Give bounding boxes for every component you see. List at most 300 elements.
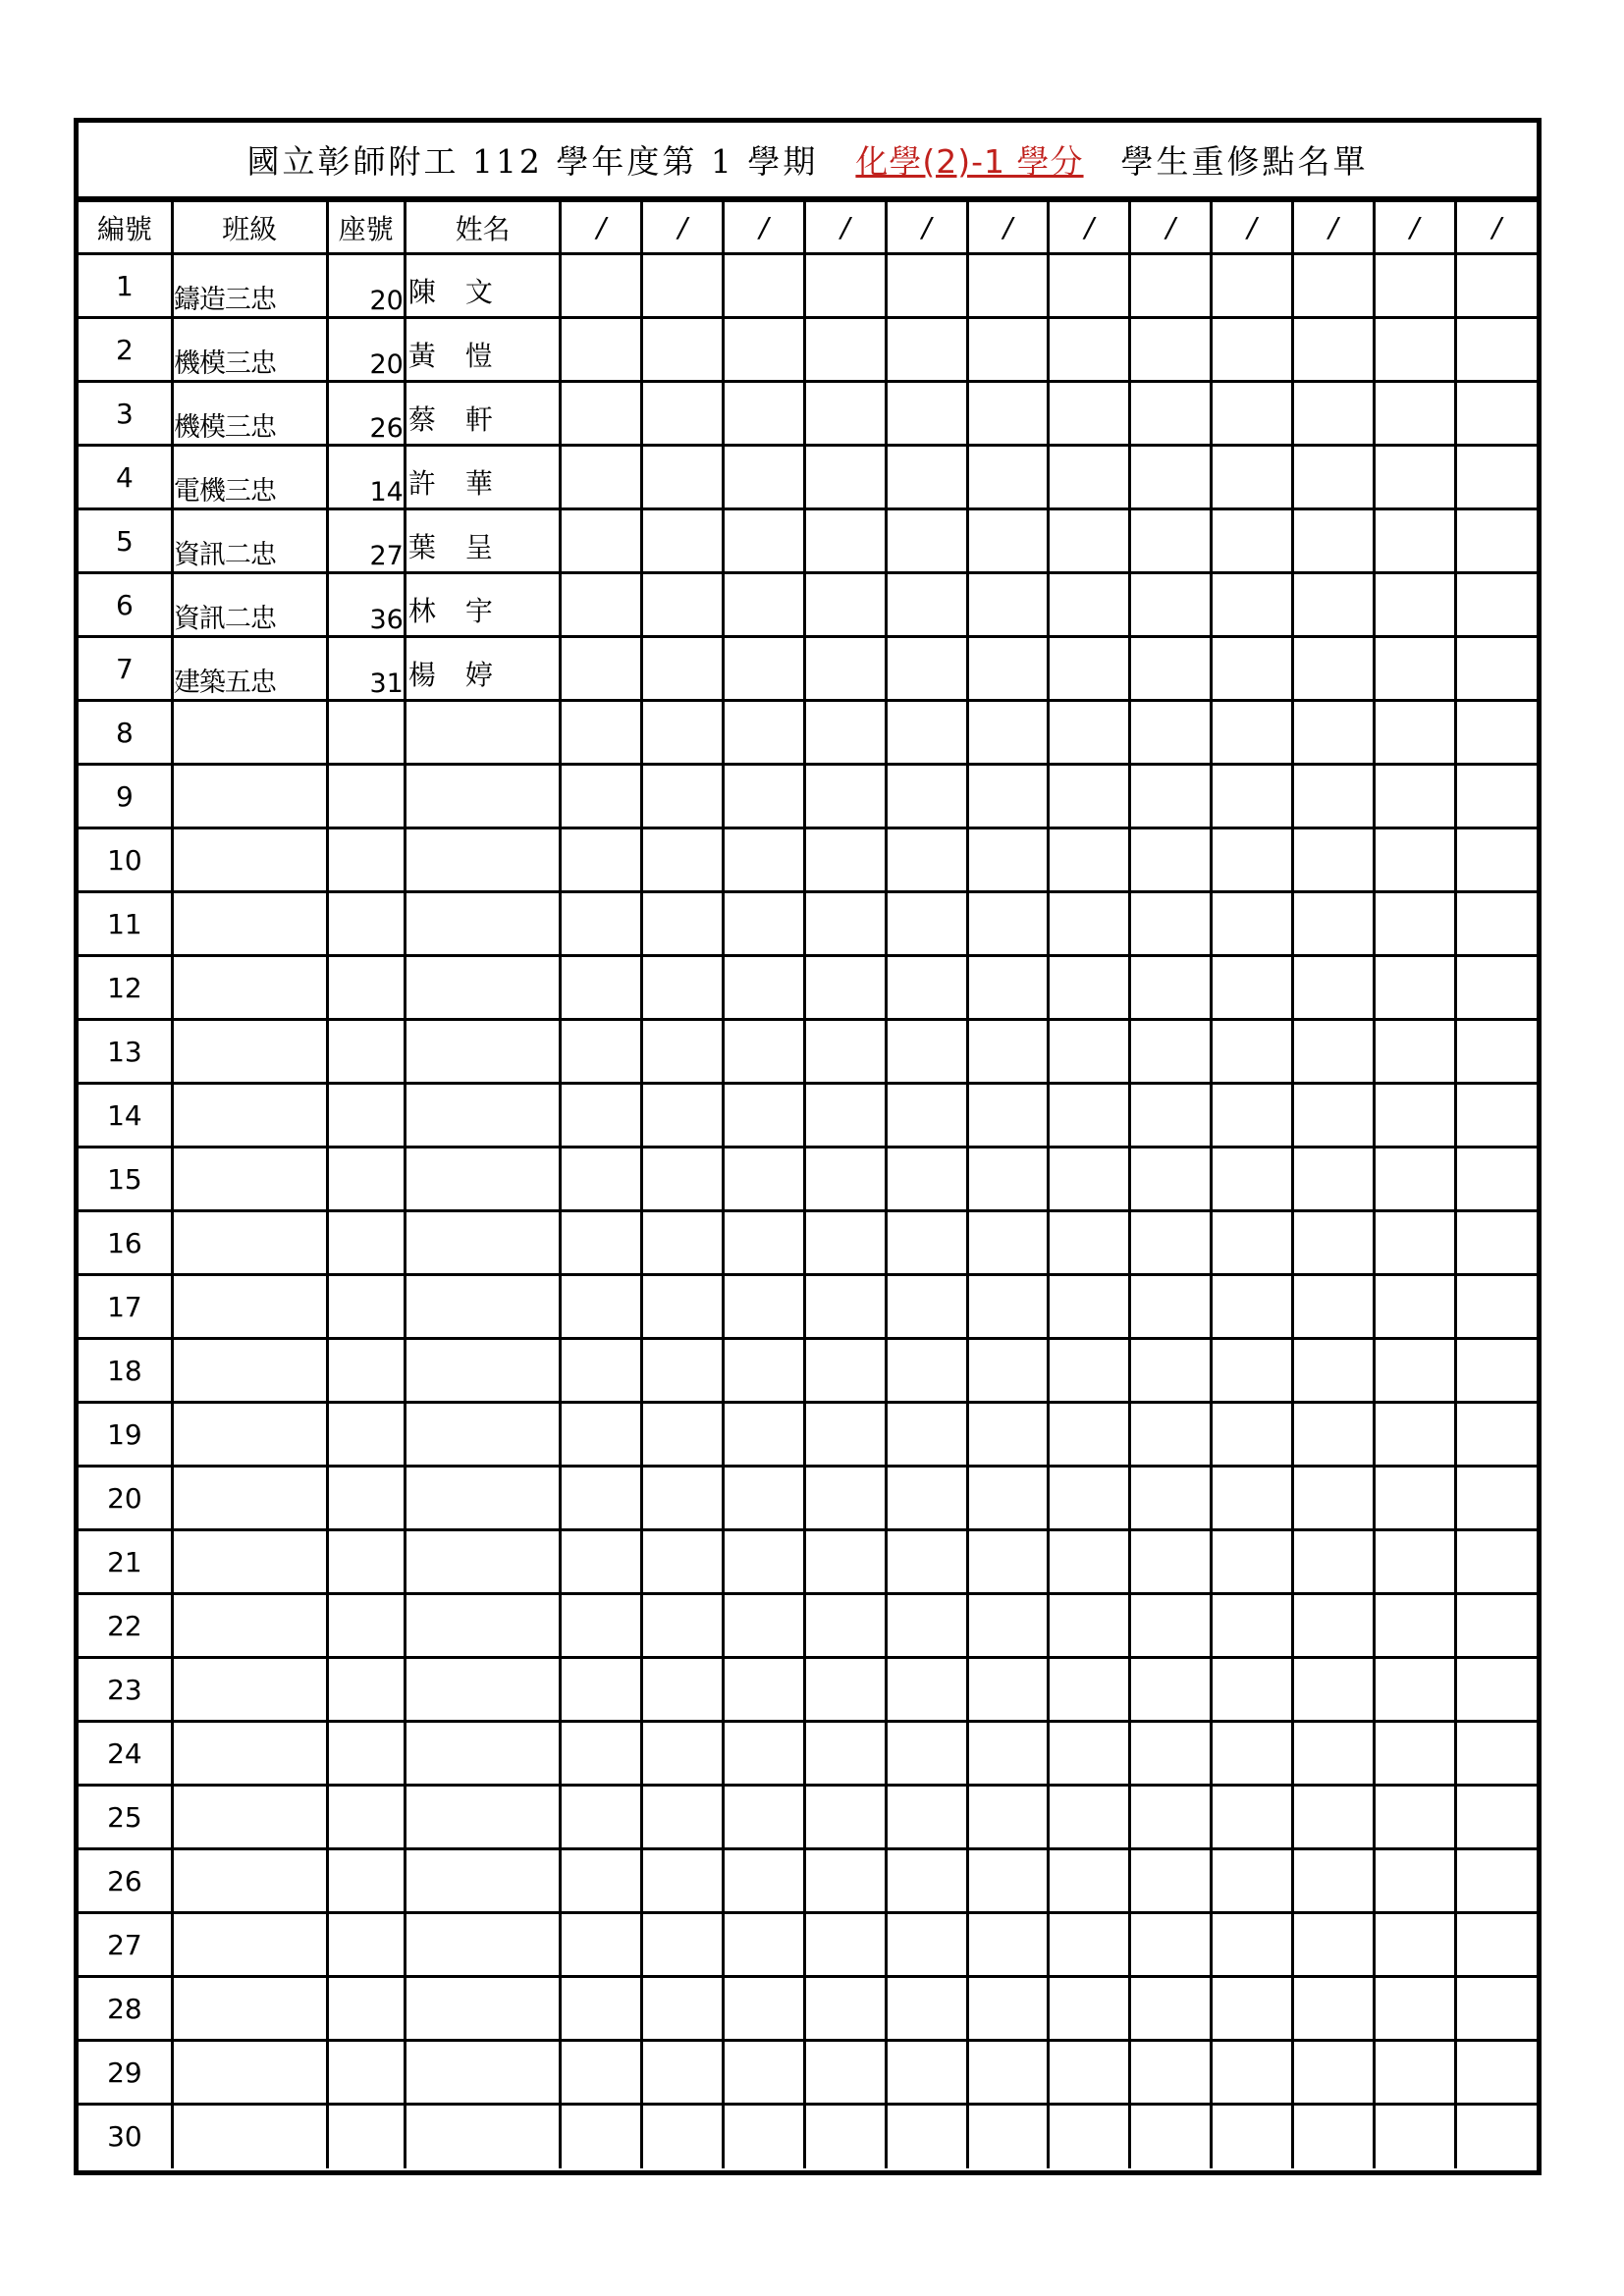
attendance-cell[interactable] bbox=[1049, 1339, 1130, 1403]
attendance-cell[interactable] bbox=[1130, 1020, 1212, 1084]
attendance-cell[interactable] bbox=[886, 892, 967, 956]
date-column-header[interactable]: / bbox=[1212, 201, 1293, 254]
attendance-cell[interactable] bbox=[804, 446, 886, 509]
attendance-cell[interactable] bbox=[1049, 765, 1130, 828]
attendance-cell[interactable] bbox=[886, 1020, 967, 1084]
attendance-cell[interactable] bbox=[1455, 1467, 1537, 1530]
attendance-cell[interactable] bbox=[886, 254, 967, 318]
attendance-cell[interactable] bbox=[724, 1913, 805, 1977]
attendance-cell[interactable] bbox=[1130, 254, 1212, 318]
attendance-cell[interactable] bbox=[886, 318, 967, 382]
attendance-cell[interactable] bbox=[642, 446, 724, 509]
attendance-cell[interactable] bbox=[724, 1977, 805, 2041]
attendance-cell[interactable] bbox=[804, 1020, 886, 1084]
attendance-cell[interactable] bbox=[561, 1913, 642, 1977]
attendance-cell[interactable] bbox=[1374, 1020, 1455, 1084]
attendance-cell[interactable] bbox=[967, 1594, 1049, 1658]
attendance-cell[interactable] bbox=[886, 509, 967, 573]
attendance-cell[interactable] bbox=[804, 637, 886, 701]
attendance-cell[interactable] bbox=[967, 1913, 1049, 1977]
attendance-cell[interactable] bbox=[724, 1467, 805, 1530]
attendance-cell[interactable] bbox=[1212, 382, 1293, 446]
attendance-cell[interactable] bbox=[1374, 1658, 1455, 1722]
attendance-cell[interactable] bbox=[1292, 1211, 1374, 1275]
attendance-cell[interactable] bbox=[1049, 956, 1130, 1020]
attendance-cell[interactable] bbox=[804, 573, 886, 637]
attendance-cell[interactable] bbox=[561, 1339, 642, 1403]
attendance-cell[interactable] bbox=[1374, 1339, 1455, 1403]
attendance-cell[interactable] bbox=[886, 1084, 967, 1148]
attendance-cell[interactable] bbox=[1212, 1211, 1293, 1275]
attendance-cell[interactable] bbox=[1374, 2105, 1455, 2168]
attendance-cell[interactable] bbox=[642, 1913, 724, 1977]
attendance-cell[interactable] bbox=[886, 1658, 967, 1722]
attendance-cell[interactable] bbox=[1455, 254, 1537, 318]
attendance-cell[interactable] bbox=[1049, 1977, 1130, 2041]
attendance-cell[interactable] bbox=[886, 765, 967, 828]
attendance-cell[interactable] bbox=[561, 828, 642, 892]
attendance-cell[interactable] bbox=[642, 382, 724, 446]
attendance-cell[interactable] bbox=[1455, 382, 1537, 446]
attendance-cell[interactable] bbox=[1049, 1913, 1130, 1977]
attendance-cell[interactable] bbox=[1049, 1211, 1130, 1275]
attendance-cell[interactable] bbox=[561, 701, 642, 765]
attendance-cell[interactable] bbox=[642, 1403, 724, 1467]
attendance-cell[interactable] bbox=[561, 1467, 642, 1530]
date-column-header[interactable]: / bbox=[1130, 201, 1212, 254]
attendance-cell[interactable] bbox=[724, 1849, 805, 1913]
attendance-cell[interactable] bbox=[1374, 1722, 1455, 1786]
attendance-cell[interactable] bbox=[642, 573, 724, 637]
attendance-cell[interactable] bbox=[1049, 1530, 1130, 1594]
attendance-cell[interactable] bbox=[642, 1275, 724, 1339]
attendance-cell[interactable] bbox=[1212, 701, 1293, 765]
attendance-cell[interactable] bbox=[642, 701, 724, 765]
attendance-cell[interactable] bbox=[1130, 509, 1212, 573]
attendance-cell[interactable] bbox=[804, 1722, 886, 1786]
attendance-cell[interactable] bbox=[1292, 1403, 1374, 1467]
attendance-cell[interactable] bbox=[1455, 509, 1537, 573]
attendance-cell[interactable] bbox=[724, 892, 805, 956]
date-column-header[interactable]: / bbox=[1292, 201, 1374, 254]
attendance-cell[interactable] bbox=[1130, 892, 1212, 956]
attendance-cell[interactable] bbox=[1374, 254, 1455, 318]
date-column-header[interactable]: / bbox=[724, 201, 805, 254]
attendance-cell[interactable] bbox=[967, 1339, 1049, 1403]
attendance-cell[interactable] bbox=[1455, 446, 1537, 509]
attendance-cell[interactable] bbox=[1292, 1467, 1374, 1530]
attendance-cell[interactable] bbox=[1455, 1403, 1537, 1467]
attendance-cell[interactable] bbox=[886, 1148, 967, 1211]
attendance-cell[interactable] bbox=[1455, 2041, 1537, 2105]
attendance-cell[interactable] bbox=[1374, 2041, 1455, 2105]
attendance-cell[interactable] bbox=[1049, 1467, 1130, 1530]
attendance-cell[interactable] bbox=[1374, 1849, 1455, 1913]
date-column-header[interactable]: / bbox=[642, 201, 724, 254]
attendance-cell[interactable] bbox=[804, 1530, 886, 1594]
attendance-cell[interactable] bbox=[1212, 1020, 1293, 1084]
attendance-cell[interactable] bbox=[642, 509, 724, 573]
attendance-cell[interactable] bbox=[1292, 701, 1374, 765]
attendance-cell[interactable] bbox=[1130, 382, 1212, 446]
attendance-cell[interactable] bbox=[1130, 1530, 1212, 1594]
attendance-cell[interactable] bbox=[642, 1530, 724, 1594]
attendance-cell[interactable] bbox=[1130, 318, 1212, 382]
attendance-cell[interactable] bbox=[1049, 1020, 1130, 1084]
date-column-header[interactable]: / bbox=[1455, 201, 1537, 254]
attendance-cell[interactable] bbox=[1374, 1467, 1455, 1530]
attendance-cell[interactable] bbox=[804, 2041, 886, 2105]
date-column-header[interactable]: / bbox=[804, 201, 886, 254]
attendance-cell[interactable] bbox=[724, 828, 805, 892]
attendance-cell[interactable] bbox=[724, 1786, 805, 1849]
attendance-cell[interactable] bbox=[1292, 637, 1374, 701]
attendance-cell[interactable] bbox=[1374, 1913, 1455, 1977]
attendance-cell[interactable] bbox=[561, 1020, 642, 1084]
attendance-cell[interactable] bbox=[561, 1722, 642, 1786]
attendance-cell[interactable] bbox=[886, 1275, 967, 1339]
attendance-cell[interactable] bbox=[1374, 446, 1455, 509]
attendance-cell[interactable] bbox=[724, 1339, 805, 1403]
attendance-cell[interactable] bbox=[886, 382, 967, 446]
attendance-cell[interactable] bbox=[886, 1211, 967, 1275]
attendance-cell[interactable] bbox=[724, 2105, 805, 2168]
attendance-cell[interactable] bbox=[1455, 637, 1537, 701]
attendance-cell[interactable] bbox=[967, 446, 1049, 509]
attendance-cell[interactable] bbox=[1130, 446, 1212, 509]
attendance-cell[interactable] bbox=[561, 446, 642, 509]
attendance-cell[interactable] bbox=[886, 1530, 967, 1594]
attendance-cell[interactable] bbox=[1455, 701, 1537, 765]
attendance-cell[interactable] bbox=[1130, 956, 1212, 1020]
attendance-cell[interactable] bbox=[804, 701, 886, 765]
attendance-cell[interactable] bbox=[967, 1148, 1049, 1211]
attendance-cell[interactable] bbox=[642, 637, 724, 701]
attendance-cell[interactable] bbox=[724, 637, 805, 701]
attendance-cell[interactable] bbox=[561, 1211, 642, 1275]
attendance-cell[interactable] bbox=[1049, 1275, 1130, 1339]
attendance-cell[interactable] bbox=[886, 1594, 967, 1658]
attendance-cell[interactable] bbox=[642, 1594, 724, 1658]
attendance-cell[interactable] bbox=[642, 1849, 724, 1913]
attendance-cell[interactable] bbox=[804, 1913, 886, 1977]
attendance-cell[interactable] bbox=[724, 1530, 805, 1594]
attendance-cell[interactable] bbox=[724, 1211, 805, 1275]
attendance-cell[interactable] bbox=[1455, 318, 1537, 382]
attendance-cell[interactable] bbox=[1292, 1084, 1374, 1148]
attendance-cell[interactable] bbox=[724, 1148, 805, 1211]
attendance-cell[interactable] bbox=[1049, 1084, 1130, 1148]
attendance-cell[interactable] bbox=[1455, 1020, 1537, 1084]
attendance-cell[interactable] bbox=[1130, 1148, 1212, 1211]
attendance-cell[interactable] bbox=[642, 892, 724, 956]
attendance-cell[interactable] bbox=[1049, 1722, 1130, 1786]
attendance-cell[interactable] bbox=[1292, 1722, 1374, 1786]
attendance-cell[interactable] bbox=[642, 1977, 724, 2041]
attendance-cell[interactable] bbox=[561, 1786, 642, 1849]
attendance-cell[interactable] bbox=[1049, 254, 1130, 318]
attendance-cell[interactable] bbox=[1049, 509, 1130, 573]
attendance-cell[interactable] bbox=[1292, 1020, 1374, 1084]
attendance-cell[interactable] bbox=[724, 2041, 805, 2105]
attendance-cell[interactable] bbox=[967, 2105, 1049, 2168]
attendance-cell[interactable] bbox=[1292, 1849, 1374, 1913]
attendance-cell[interactable] bbox=[642, 1084, 724, 1148]
attendance-cell[interactable] bbox=[561, 1849, 642, 1913]
attendance-cell[interactable] bbox=[804, 1849, 886, 1913]
attendance-cell[interactable] bbox=[561, 956, 642, 1020]
date-column-header[interactable]: / bbox=[1049, 201, 1130, 254]
attendance-cell[interactable] bbox=[804, 1084, 886, 1148]
attendance-cell[interactable] bbox=[886, 1849, 967, 1913]
attendance-cell[interactable] bbox=[1212, 892, 1293, 956]
attendance-cell[interactable] bbox=[967, 1211, 1049, 1275]
attendance-cell[interactable] bbox=[967, 1658, 1049, 1722]
attendance-cell[interactable] bbox=[724, 509, 805, 573]
attendance-cell[interactable] bbox=[724, 1594, 805, 1658]
attendance-cell[interactable] bbox=[1455, 1275, 1537, 1339]
attendance-cell[interactable] bbox=[642, 765, 724, 828]
attendance-cell[interactable] bbox=[642, 2041, 724, 2105]
attendance-cell[interactable] bbox=[724, 573, 805, 637]
attendance-cell[interactable] bbox=[1374, 382, 1455, 446]
attendance-cell[interactable] bbox=[1455, 1722, 1537, 1786]
attendance-cell[interactable] bbox=[1292, 446, 1374, 509]
attendance-cell[interactable] bbox=[1455, 1084, 1537, 1148]
attendance-cell[interactable] bbox=[967, 1403, 1049, 1467]
attendance-cell[interactable] bbox=[967, 2041, 1049, 2105]
attendance-cell[interactable] bbox=[724, 1658, 805, 1722]
attendance-cell[interactable] bbox=[804, 828, 886, 892]
attendance-cell[interactable] bbox=[642, 956, 724, 1020]
attendance-cell[interactable] bbox=[886, 701, 967, 765]
attendance-cell[interactable] bbox=[1292, 1658, 1374, 1722]
attendance-cell[interactable] bbox=[1292, 1339, 1374, 1403]
attendance-cell[interactable] bbox=[1130, 1722, 1212, 1786]
attendance-cell[interactable] bbox=[1212, 1849, 1293, 1913]
attendance-cell[interactable] bbox=[1049, 2105, 1130, 2168]
attendance-cell[interactable] bbox=[1130, 1658, 1212, 1722]
attendance-cell[interactable] bbox=[967, 1084, 1049, 1148]
attendance-cell[interactable] bbox=[1455, 1594, 1537, 1658]
attendance-cell[interactable] bbox=[886, 573, 967, 637]
attendance-cell[interactable] bbox=[967, 701, 1049, 765]
attendance-cell[interactable] bbox=[886, 2041, 967, 2105]
attendance-cell[interactable] bbox=[561, 1530, 642, 1594]
attendance-cell[interactable] bbox=[561, 382, 642, 446]
attendance-cell[interactable] bbox=[804, 382, 886, 446]
attendance-cell[interactable] bbox=[1455, 956, 1537, 1020]
attendance-cell[interactable] bbox=[561, 892, 642, 956]
attendance-cell[interactable] bbox=[1212, 1275, 1293, 1339]
attendance-cell[interactable] bbox=[1292, 765, 1374, 828]
attendance-cell[interactable] bbox=[1049, 1148, 1130, 1211]
attendance-cell[interactable] bbox=[1292, 318, 1374, 382]
attendance-cell[interactable] bbox=[1212, 828, 1293, 892]
attendance-cell[interactable] bbox=[1292, 254, 1374, 318]
attendance-cell[interactable] bbox=[561, 1084, 642, 1148]
attendance-cell[interactable] bbox=[967, 637, 1049, 701]
attendance-cell[interactable] bbox=[804, 1467, 886, 1530]
attendance-cell[interactable] bbox=[886, 1786, 967, 1849]
date-column-header[interactable]: / bbox=[886, 201, 967, 254]
attendance-cell[interactable] bbox=[561, 2105, 642, 2168]
attendance-cell[interactable] bbox=[1212, 2041, 1293, 2105]
attendance-cell[interactable] bbox=[1455, 1339, 1537, 1403]
attendance-cell[interactable] bbox=[1212, 956, 1293, 1020]
attendance-cell[interactable] bbox=[724, 1084, 805, 1148]
attendance-cell[interactable] bbox=[967, 1467, 1049, 1530]
attendance-cell[interactable] bbox=[1130, 1594, 1212, 1658]
attendance-cell[interactable] bbox=[1292, 1786, 1374, 1849]
attendance-cell[interactable] bbox=[1049, 446, 1130, 509]
attendance-cell[interactable] bbox=[642, 1786, 724, 1849]
attendance-cell[interactable] bbox=[724, 1020, 805, 1084]
attendance-cell[interactable] bbox=[1212, 573, 1293, 637]
attendance-cell[interactable] bbox=[561, 254, 642, 318]
attendance-cell[interactable] bbox=[1049, 1658, 1130, 1722]
attendance-cell[interactable] bbox=[804, 1977, 886, 2041]
attendance-cell[interactable] bbox=[1049, 637, 1130, 701]
attendance-cell[interactable] bbox=[1212, 1403, 1293, 1467]
attendance-cell[interactable] bbox=[561, 1594, 642, 1658]
attendance-cell[interactable] bbox=[1455, 765, 1537, 828]
attendance-cell[interactable] bbox=[1212, 1594, 1293, 1658]
attendance-cell[interactable] bbox=[1374, 573, 1455, 637]
attendance-cell[interactable] bbox=[804, 509, 886, 573]
attendance-cell[interactable] bbox=[1130, 701, 1212, 765]
attendance-cell[interactable] bbox=[1292, 1275, 1374, 1339]
attendance-cell[interactable] bbox=[804, 1403, 886, 1467]
attendance-cell[interactable] bbox=[886, 1977, 967, 2041]
attendance-cell[interactable] bbox=[1374, 318, 1455, 382]
attendance-cell[interactable] bbox=[642, 1211, 724, 1275]
attendance-cell[interactable] bbox=[1212, 1467, 1293, 1530]
attendance-cell[interactable] bbox=[1212, 637, 1293, 701]
attendance-cell[interactable] bbox=[1292, 2041, 1374, 2105]
attendance-cell[interactable] bbox=[967, 892, 1049, 956]
attendance-cell[interactable] bbox=[561, 1403, 642, 1467]
attendance-cell[interactable] bbox=[1374, 1084, 1455, 1148]
attendance-cell[interactable] bbox=[642, 318, 724, 382]
attendance-cell[interactable] bbox=[1292, 956, 1374, 1020]
attendance-cell[interactable] bbox=[804, 765, 886, 828]
attendance-cell[interactable] bbox=[1130, 2105, 1212, 2168]
attendance-cell[interactable] bbox=[886, 828, 967, 892]
attendance-cell[interactable] bbox=[1455, 892, 1537, 956]
attendance-cell[interactable] bbox=[1212, 1977, 1293, 2041]
attendance-cell[interactable] bbox=[1049, 1403, 1130, 1467]
attendance-cell[interactable] bbox=[804, 254, 886, 318]
attendance-cell[interactable] bbox=[724, 1403, 805, 1467]
attendance-cell[interactable] bbox=[1292, 573, 1374, 637]
attendance-cell[interactable] bbox=[1212, 318, 1293, 382]
attendance-cell[interactable] bbox=[1374, 1786, 1455, 1849]
attendance-cell[interactable] bbox=[561, 637, 642, 701]
attendance-cell[interactable] bbox=[561, 765, 642, 828]
attendance-cell[interactable] bbox=[804, 892, 886, 956]
attendance-cell[interactable] bbox=[804, 2105, 886, 2168]
attendance-cell[interactable] bbox=[1212, 765, 1293, 828]
attendance-cell[interactable] bbox=[1455, 2105, 1537, 2168]
attendance-cell[interactable] bbox=[642, 828, 724, 892]
attendance-cell[interactable] bbox=[967, 956, 1049, 1020]
attendance-cell[interactable] bbox=[1455, 1786, 1537, 1849]
attendance-cell[interactable] bbox=[561, 1977, 642, 2041]
attendance-cell[interactable] bbox=[1212, 1339, 1293, 1403]
attendance-cell[interactable] bbox=[1292, 1148, 1374, 1211]
attendance-cell[interactable] bbox=[1130, 1403, 1212, 1467]
attendance-cell[interactable] bbox=[1374, 701, 1455, 765]
attendance-cell[interactable] bbox=[886, 637, 967, 701]
attendance-cell[interactable] bbox=[724, 382, 805, 446]
attendance-cell[interactable] bbox=[561, 318, 642, 382]
attendance-cell[interactable] bbox=[1455, 1658, 1537, 1722]
attendance-cell[interactable] bbox=[967, 382, 1049, 446]
attendance-cell[interactable] bbox=[1049, 382, 1130, 446]
attendance-cell[interactable] bbox=[1455, 1849, 1537, 1913]
attendance-cell[interactable] bbox=[1130, 1849, 1212, 1913]
attendance-cell[interactable] bbox=[561, 1275, 642, 1339]
attendance-cell[interactable] bbox=[967, 1786, 1049, 1849]
attendance-cell[interactable] bbox=[967, 1020, 1049, 1084]
attendance-cell[interactable] bbox=[1212, 1913, 1293, 1977]
attendance-cell[interactable] bbox=[724, 318, 805, 382]
attendance-cell[interactable] bbox=[1130, 1913, 1212, 1977]
date-column-header[interactable]: / bbox=[1374, 201, 1455, 254]
attendance-cell[interactable] bbox=[642, 1148, 724, 1211]
attendance-cell[interactable] bbox=[886, 956, 967, 1020]
attendance-cell[interactable] bbox=[967, 1977, 1049, 2041]
attendance-cell[interactable] bbox=[724, 254, 805, 318]
attendance-cell[interactable] bbox=[642, 1339, 724, 1403]
attendance-cell[interactable] bbox=[804, 956, 886, 1020]
attendance-cell[interactable] bbox=[642, 1020, 724, 1084]
attendance-cell[interactable] bbox=[1130, 828, 1212, 892]
attendance-cell[interactable] bbox=[1374, 1148, 1455, 1211]
attendance-cell[interactable] bbox=[1212, 2105, 1293, 2168]
attendance-cell[interactable] bbox=[1292, 1913, 1374, 1977]
attendance-cell[interactable] bbox=[1292, 382, 1374, 446]
attendance-cell[interactable] bbox=[967, 828, 1049, 892]
attendance-cell[interactable] bbox=[1049, 1786, 1130, 1849]
attendance-cell[interactable] bbox=[967, 254, 1049, 318]
attendance-cell[interactable] bbox=[1212, 254, 1293, 318]
attendance-cell[interactable] bbox=[1130, 1339, 1212, 1403]
attendance-cell[interactable] bbox=[886, 1722, 967, 1786]
attendance-cell[interactable] bbox=[1212, 1722, 1293, 1786]
attendance-cell[interactable] bbox=[1212, 1786, 1293, 1849]
attendance-cell[interactable] bbox=[1212, 509, 1293, 573]
attendance-cell[interactable] bbox=[967, 1275, 1049, 1339]
attendance-cell[interactable] bbox=[1130, 1977, 1212, 2041]
attendance-cell[interactable] bbox=[1049, 2041, 1130, 2105]
attendance-cell[interactable] bbox=[1455, 1211, 1537, 1275]
attendance-cell[interactable] bbox=[561, 573, 642, 637]
attendance-cell[interactable] bbox=[1455, 1913, 1537, 1977]
attendance-cell[interactable] bbox=[1455, 1977, 1537, 2041]
attendance-cell[interactable] bbox=[642, 1658, 724, 1722]
attendance-cell[interactable] bbox=[967, 573, 1049, 637]
attendance-cell[interactable] bbox=[1374, 828, 1455, 892]
attendance-cell[interactable] bbox=[886, 1339, 967, 1403]
attendance-cell[interactable] bbox=[804, 1786, 886, 1849]
attendance-cell[interactable] bbox=[1212, 1658, 1293, 1722]
attendance-cell[interactable] bbox=[1374, 637, 1455, 701]
attendance-cell[interactable] bbox=[1130, 2041, 1212, 2105]
attendance-cell[interactable] bbox=[1292, 1977, 1374, 2041]
attendance-cell[interactable] bbox=[724, 446, 805, 509]
